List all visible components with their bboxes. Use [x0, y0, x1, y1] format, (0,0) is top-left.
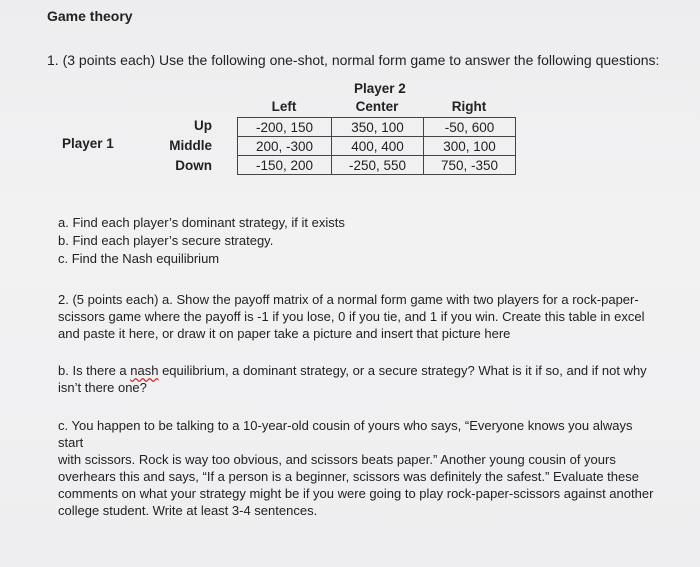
payoff-cell: 750, -350 — [424, 156, 516, 175]
column-header-center: Center — [355, 99, 399, 114]
text-line: 2. (5 points each) a. Show the payoff matrix of a normal form game with two players for a rock-paper- — [58, 292, 639, 307]
text-line — [58, 362, 658, 379]
payoff-cell: -200, 150 — [238, 118, 332, 137]
subquestion-a: a. Find each player’s dominant strategy, if it exists — [58, 215, 345, 230]
player-2-label: Player 2 — [354, 81, 406, 96]
row-label-up: Up — [194, 118, 212, 133]
text-span: equilibrium, a dominant strategy, or a secure strategy? What is it if so, and if not why — [158, 363, 647, 378]
text-line: comments on what your strategy might be if you were going to play rock-paper-scissors against another — [58, 486, 654, 501]
subquestion-c: c. Find the Nash equilibrium — [58, 251, 220, 266]
question-2b — [58, 362, 658, 396]
question-2c — [58, 417, 658, 519]
question-1-prompt: 1. (3 points each) Use the following one-shot, normal form game to answer the following questions: — [47, 52, 660, 68]
payoff-cell: 400, 400 — [332, 137, 424, 156]
payoff-cell: -250, 550 — [332, 156, 424, 175]
payoff-cell: -50, 600 — [424, 118, 516, 137]
text-line: scissors game where the payoff is -1 if you lose, 0 if you tie, and 1 if you win. Create this table in excel — [58, 309, 645, 324]
row-label-down: Down — [175, 158, 212, 173]
table-row — [238, 118, 516, 137]
column-header-left: Left — [271, 99, 297, 114]
payoff-table — [237, 117, 516, 175]
payoff-cell: 350, 100 — [332, 118, 424, 137]
text-line: and paste it here, or draw it on paper take a picture and insert that picture here — [58, 326, 511, 341]
document-title: Game theory — [47, 8, 133, 24]
spellcheck-flagged-word: nash — [130, 363, 159, 378]
text-line: with scissors. Rock is way too obvious, and scissors beats paper.” Another young cousin of yours — [58, 452, 616, 467]
table-row — [238, 156, 516, 175]
subquestion-b: b. Find each player’s secure strategy. — [58, 233, 274, 248]
text-line: isn’t there one? — [58, 380, 147, 395]
table-row — [238, 137, 516, 156]
question-2a — [58, 291, 658, 342]
player-1-label: Player 1 — [62, 136, 114, 151]
payoff-cell: -150, 200 — [238, 156, 332, 175]
text-line: c. You happen to be talking to a 10-year-old cousin of yours who says, “Everyone knows you always start — [58, 418, 633, 450]
column-header-right: Right — [451, 99, 487, 114]
text-line: college student. Write at least 3-4 sentences. — [58, 503, 318, 518]
payoff-cell: 200, -300 — [238, 137, 332, 156]
text-span: b. Is there a — [58, 363, 131, 378]
row-label-middle: Middle — [169, 138, 212, 153]
text-line: overhears this and says, “If a person is a beginner, scissors was definitely the safest.” Evaluate these — [58, 469, 639, 484]
payoff-cell: 300, 100 — [424, 137, 516, 156]
